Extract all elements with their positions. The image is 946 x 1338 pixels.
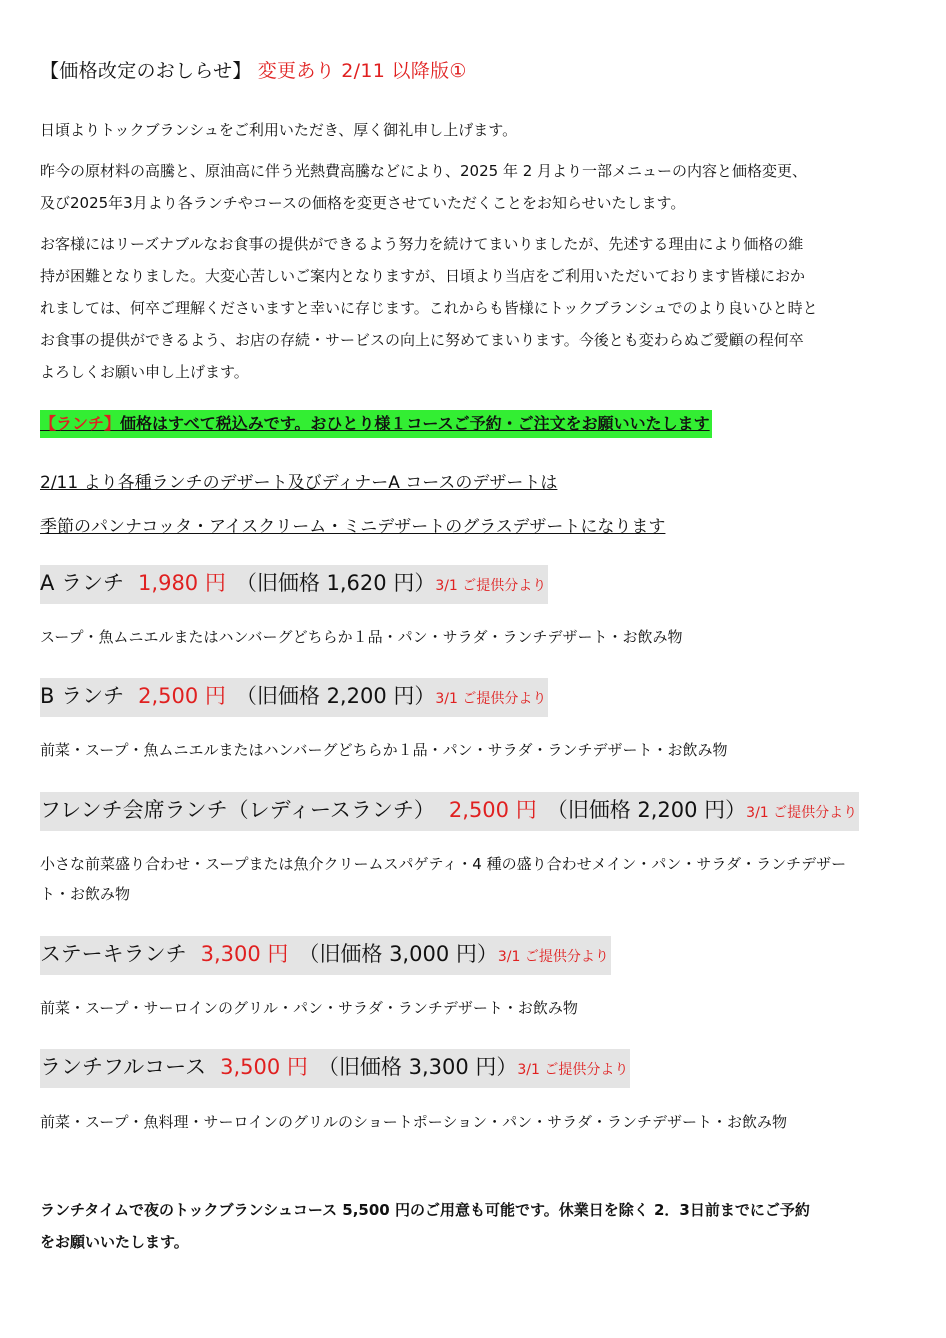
item-effective-date: 3/1 ご提供分より bbox=[435, 578, 547, 594]
desc-line: 前菜・スープ・サーロインのグリル・パン・サラダ・ランチデザート・お飲み物 bbox=[40, 999, 578, 1017]
item-price: 3,500 円 bbox=[220, 1055, 308, 1079]
intro-line: よろしくお願い申し上げます。 bbox=[40, 363, 249, 381]
footer-line: をお願いいたします。 bbox=[40, 1233, 189, 1251]
menu-item-title bbox=[40, 565, 548, 604]
intro-paragraph-1 bbox=[40, 114, 517, 146]
item-price: 3,300 円 bbox=[200, 942, 289, 966]
intro-line: 日頃よりトックブランシュをご利用いただき、厚く御礼申し上げます。 bbox=[40, 121, 518, 139]
lunch-section-header bbox=[40, 410, 712, 438]
intro-line: 及び2025年3月より各ランチやコースの価格を変更させていただくことをお知らせいたします。 bbox=[40, 194, 686, 212]
intro-line: お食事の提供ができるよう、お店の存続・サービスの向上に努めてまいります。今後とも変わらぬご愛顧の程何卒 bbox=[40, 331, 804, 349]
menu-item-title bbox=[40, 1049, 630, 1088]
intro-paragraph-3 bbox=[40, 228, 818, 388]
item-name: B ランチ bbox=[40, 684, 125, 708]
item-old-price: （旧価格 3,300 円） bbox=[317, 1055, 518, 1079]
lunch-header-text: 価格はすべて税込みです。おひとり様１コースご予約・ご注文をお願いいたします bbox=[120, 414, 710, 433]
item-name: A ランチ bbox=[40, 571, 125, 595]
intro-paragraph-2 bbox=[40, 155, 807, 219]
item-price: 1,980 円 bbox=[138, 571, 226, 595]
item-effective-date: 3/1 ご提供分より bbox=[746, 805, 858, 821]
menu-item-description bbox=[40, 993, 578, 1023]
dessert-notice-line-1: 2/11 より各種ランチのデザート及びディナーA コースのデザートは bbox=[40, 473, 558, 493]
menu-item-title bbox=[40, 792, 859, 831]
item-old-price: （旧価格 2,200 円） bbox=[546, 798, 747, 822]
item-effective-date: 3/1 ご提供分より bbox=[497, 949, 609, 965]
desc-line: スープ・魚ムニエルまたはハンバーグどちらか１品・パン・サラダ・ランチデザート・お飲み物 bbox=[40, 628, 683, 646]
item-name: ステーキランチ bbox=[40, 942, 187, 966]
desc-line: 小さな前菜盛り合わせ・スープまたは魚介クリームスパゲティ・4 種の盛り合わせメイン・パン・サラダ・ランチデザー bbox=[40, 855, 847, 873]
item-price: 2,500 円 bbox=[138, 684, 226, 708]
desc-line: 前菜・スープ・魚料理・サーロインのグリルのショートポーション・パン・サラダ・ランチデザート・お飲み物 bbox=[40, 1113, 788, 1131]
dessert-notice-line-2: 季節のパンナコッタ・アイスクリーム・ミニデザートのグラスデザートになります bbox=[40, 517, 666, 537]
title-main: 【価格改定のおしらせ】 bbox=[40, 60, 252, 82]
lunch-tag: 【ランチ】 bbox=[40, 414, 121, 433]
item-old-price: （旧価格 2,200 円） bbox=[235, 684, 436, 708]
intro-line: 昨今の原材料の高騰と、原油高に伴う光熱費高騰などにより、2025 年 2 月より一部メニューの内容と価格変更、 bbox=[40, 162, 808, 180]
intro-line: れましては、何卒ご理解くださいますと幸いに存じます。これからも皆様にトックブランシュでのより良いひと時と bbox=[40, 299, 818, 317]
footer-note bbox=[40, 1194, 810, 1258]
footer-line: ランチタイムで夜のトックブランシュコース 5,500 円のご用意も可能です。休業日を除く 2．3日前までにご予約 bbox=[40, 1201, 810, 1219]
page-title bbox=[40, 56, 467, 83]
menu-item-description bbox=[40, 735, 727, 765]
menu-item-description bbox=[40, 622, 682, 652]
item-old-price: （旧価格 3,000 円） bbox=[298, 942, 498, 966]
menu-item-description bbox=[40, 849, 846, 909]
menu-item-description bbox=[40, 1107, 787, 1137]
desc-line: 前菜・スープ・魚ムニエルまたはハンバーグどちらか１品・パン・サラダ・ランチデザート・お飲み物 bbox=[40, 741, 728, 759]
item-effective-date: 3/1 ご提供分より bbox=[435, 691, 547, 707]
item-name: フレンチ会席ランチ（レディースランチ） bbox=[40, 798, 435, 822]
intro-line: 持が困難となりました。大変心苦しいご案内となりますが、日頃より当店をご利用いただいております皆様におか bbox=[40, 267, 806, 285]
item-name: ランチフルコース bbox=[40, 1055, 207, 1079]
item-old-price: （旧価格 1,620 円） bbox=[235, 571, 436, 595]
menu-item-title bbox=[40, 678, 548, 717]
item-price: 2,500 円 bbox=[448, 798, 537, 822]
title-change-note: 変更あり 2/11 以降版① bbox=[257, 60, 467, 82]
intro-line: お客様にはリーズナブルなお食事の提供ができるよう努力を続けてまいりましたが、先述する理由により価格の維 bbox=[40, 235, 804, 253]
menu-item-title bbox=[40, 936, 611, 975]
item-effective-date: 3/1 ご提供分より bbox=[517, 1062, 629, 1078]
desc-line: ト・お飲み物 bbox=[40, 885, 131, 903]
